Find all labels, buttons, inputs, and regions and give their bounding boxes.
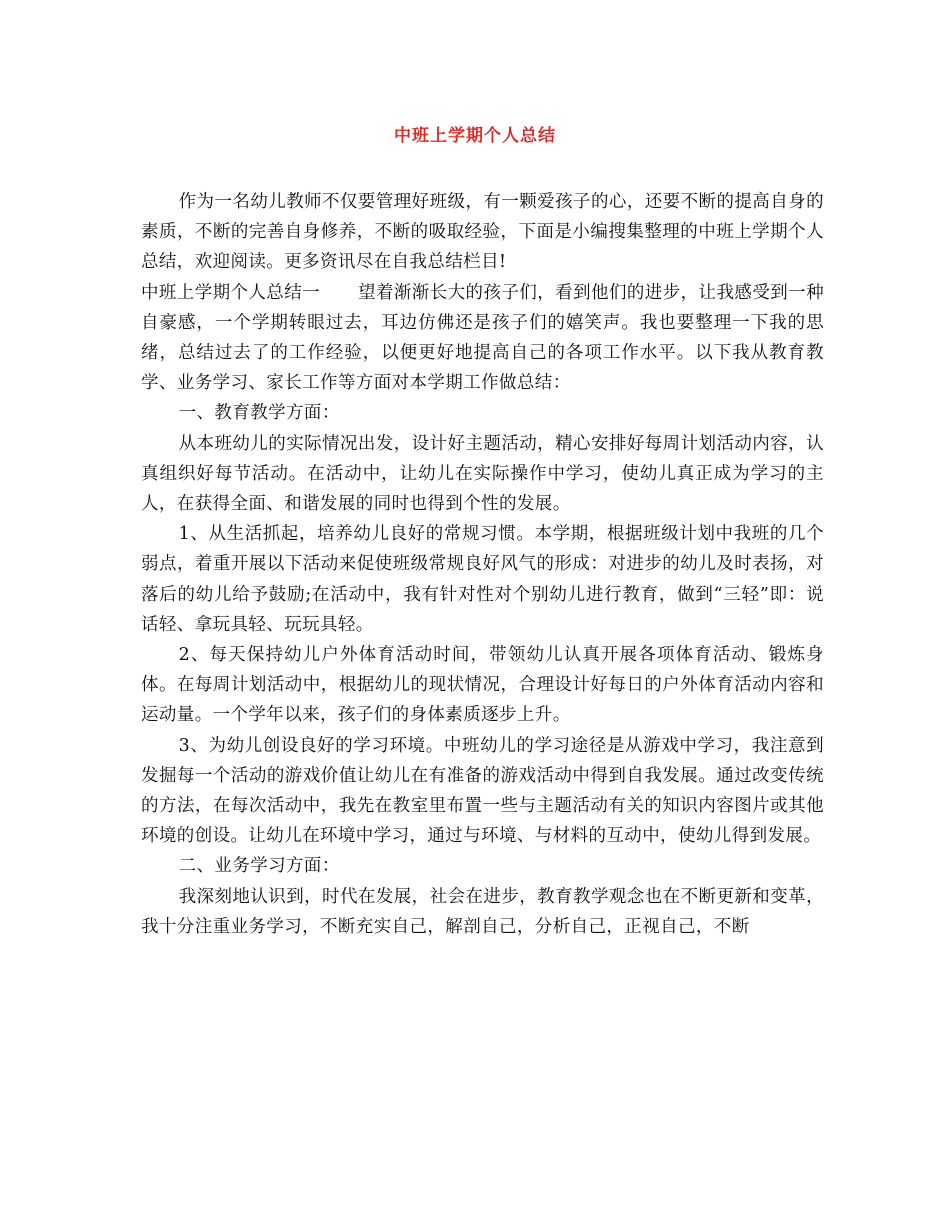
section-one-text: 望着渐渐长大的孩子们，看到他们的进步，让我感受到一种自豪感，一个学期转眼过去，耳边仿佛还是孩子们的嬉笑声。我也要整理一下我的思绪，总结过去了的工作经验，以便更好地提高自己的各项工作水平。以下我从教育教学、业务学习、家长工作等方面对本学期工作做总结： [141, 282, 824, 394]
teaching-paragraph: 从本班幼儿的实际情况出发，设计好主题活动，精心安排好每周计划活动内容，认真组织好每节活动。在活动中，让幼儿在实际操作中学习，使幼儿真正成为学习的主人，在获得全面、和谐发展的同时也得到个性的发展。 [141, 433, 824, 515]
document-body [141, 187, 824, 942]
item-2-paragraph: 2、每天保持幼儿户外体育活动时间，带领幼儿认真开展各项体育活动、锻炼身体。在每周计划活动中，根据幼儿的现状情况，合理设计好每日的户外体育活动内容和运动量。一个学年以来，孩子们的身体素质逐步上升。 [141, 645, 824, 726]
heading-study: 二、业务学习方面： [178, 856, 340, 877]
study-paragraph: 我深刻地认识到，时代在发展，社会在进步，教育教学观念也在不断更新和变革，我十分注重业务学习，不断充实自己，解剖自己，分析自己，正视自己，不断 [141, 886, 824, 937]
item-3-paragraph: 3、为幼儿创设良好的学习环境。中班幼儿的学习途径是从游戏中学习，我注意到发掘每一个活动的游戏价值让幼儿在有准备的游戏活动中得到自我发展。通过改变传统的方法，在每次活动中，我先在教室里布置一些与主题活动有关的知识内容图片或其他环境的创设。让幼儿在环境中学习，通过与环境、与材料的互动中，使幼儿得到发展。 [141, 735, 824, 847]
heading-teaching: 一、教育教学方面： [178, 403, 340, 424]
document-title: 中班上学期个人总结 [394, 126, 556, 146]
section-one-heading: 中班上学期个人总结一 [141, 282, 320, 303]
intro-paragraph: 作为一名幼儿教师不仅要管理好班级，有一颗爱孩子的心，还要不断的提高自身的素质，不断的完善自身修养，不断的吸取经验，下面是小编搜集整理的中班上学期个人总结，欢迎阅读。更多资讯尽在自我总结栏目! [141, 192, 824, 273]
item-1-paragraph: 1、从生活抓起，培养幼儿良好的常规习惯。本学期，根据班级计划中我班的几个弱点，着重开展以下活动来促使班级常规良好风气的形成：对进步的幼儿及时表扬，对落后的幼儿给予鼓励;在活动中，我有针对性对个别幼儿进行教育，做到“三轻”即：说话轻、拿玩具轻、玩玩具轻。 [141, 524, 824, 635]
section-one-paragraph [141, 278, 824, 399]
